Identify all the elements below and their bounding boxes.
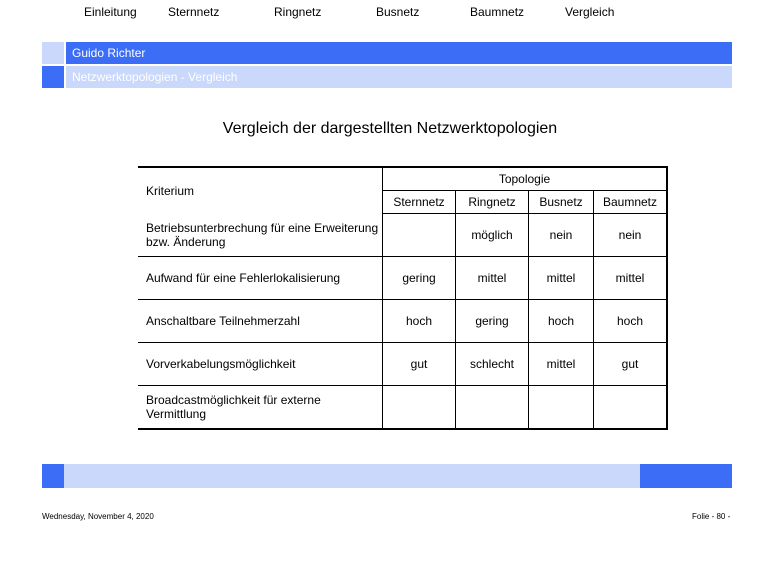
nav-baumnetz[interactable]: Baumnetz: [470, 5, 525, 19]
cell: gut: [594, 343, 668, 386]
cell: möglich: [456, 214, 529, 257]
cell: nein: [594, 214, 668, 257]
table-row: [138, 386, 667, 430]
cell: mittel: [594, 257, 668, 300]
col-baumnetz: Baumnetz: [594, 191, 668, 214]
table-row: [138, 257, 667, 300]
comparison-table: [138, 166, 668, 430]
cell: [383, 386, 456, 430]
nav-ringnetz[interactable]: Ringnetz: [274, 5, 322, 19]
cell: gut: [383, 343, 456, 386]
col-busnetz: Busnetz: [529, 191, 594, 214]
slide-title: Vergleich der dargestellten Netzwerktopologien: [222, 120, 558, 137]
nav-sternnetz[interactable]: Sternnetz: [168, 5, 220, 19]
cell: mittel: [529, 343, 594, 386]
criterion-header: Kriterium: [138, 167, 383, 214]
row-criterion: Broadcastmöglichkeit für externe Vermittlung: [138, 386, 383, 430]
nav-backbone[interactable]: Backbone: [657, 5, 711, 19]
table-row: [138, 300, 667, 343]
col-ringnetz: Ringnetz: [456, 191, 529, 214]
nav-vergleich[interactable]: Vergleich: [565, 5, 615, 19]
cell: [383, 214, 456, 257]
cell: [594, 386, 668, 430]
cell: nein: [529, 214, 594, 257]
cell: gering: [456, 300, 529, 343]
cell: hoch: [529, 300, 594, 343]
footer-date: Wednesday, November 4, 2020: [42, 512, 154, 521]
cell: [529, 386, 594, 430]
cell: hoch: [383, 300, 456, 343]
header-square-top: [42, 42, 64, 64]
row-criterion: Aufwand für eine Fehlerlokalisierung: [138, 257, 383, 300]
header-square-bottom: [42, 66, 64, 88]
table-row: [138, 343, 667, 386]
cell: mittel: [456, 257, 529, 300]
nav-einleitung[interactable]: Einleitung: [84, 5, 137, 19]
table-row: [138, 214, 667, 257]
author-bar: Guido Richter: [66, 42, 732, 64]
topology-header: Topologie: [383, 167, 668, 191]
nav-bar: [64, 464, 732, 488]
nav-active-bg: [640, 464, 732, 488]
col-sternnetz: Sternnetz: [383, 191, 456, 214]
nav-busnetz[interactable]: Busnetz: [376, 5, 420, 19]
row-criterion: Vorverkabelungsmöglichkeit: [138, 343, 383, 386]
cell: mittel: [529, 257, 594, 300]
row-criterion: Anschaltbare Teilnehmerzahl: [138, 300, 383, 343]
cell: [456, 386, 529, 430]
footer-page: Folie - 80 -: [692, 512, 731, 521]
subtitle-bar: Netzwerktopologien - Vergleich: [66, 66, 732, 88]
row-criterion: Betriebsunterbrechung für eine Erweiterung bzw. Änderung: [138, 214, 383, 257]
cell: schlecht: [456, 343, 529, 386]
cell: hoch: [594, 300, 668, 343]
nav-square: [42, 464, 64, 488]
cell: gering: [383, 257, 456, 300]
